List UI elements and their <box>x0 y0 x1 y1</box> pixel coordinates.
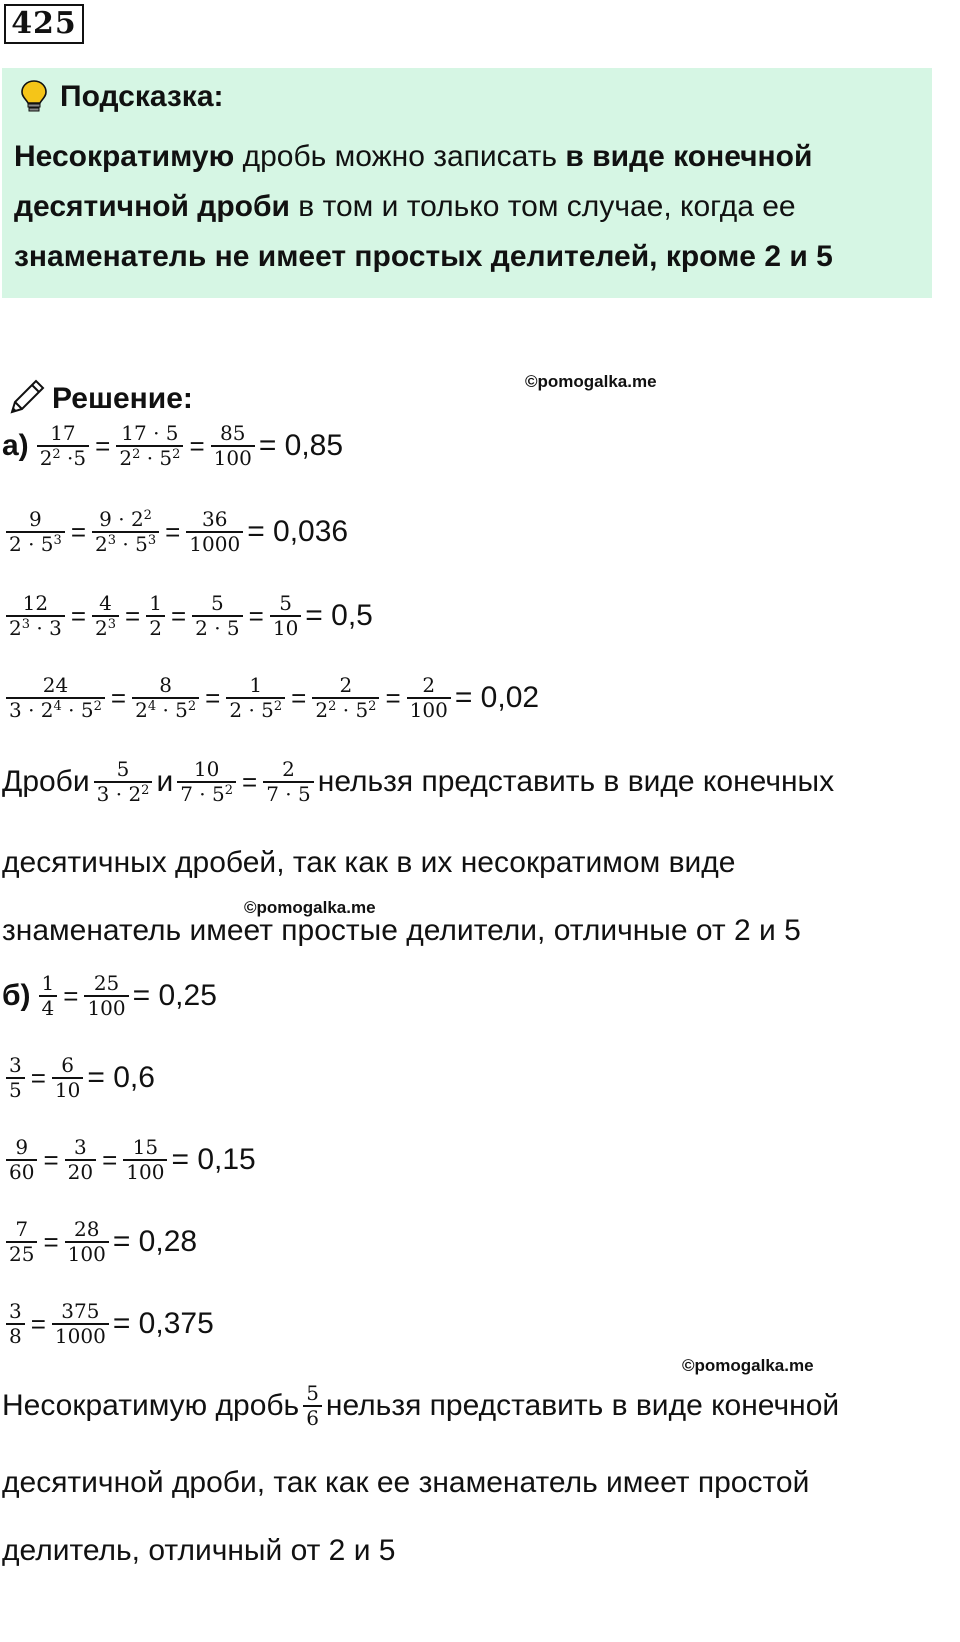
fraction: $\frac{5}{3 \cdot 2^2}$ <box>94 758 153 806</box>
equation-row: $\frac{3}{8}$ = $\frac{375}{1000}$ = 0,375 <box>2 1300 214 1348</box>
result: = 0,85 <box>258 429 344 462</box>
text-row: Дроби $\frac{5}{3 \cdot 2^2}$ и $\frac{10}{7 \cdot 5^2}$ = $\frac{2}{7 \cdot 5}$ нельзя представить в виде конечных <box>2 757 835 806</box>
fraction: $\frac{9}{60}$ <box>6 1136 37 1184</box>
text-line: десятичных дробей, так как в их несократимом виде <box>2 846 736 879</box>
fraction: $\frac{5}{10}$ <box>270 592 301 640</box>
fraction: $\frac{4}{2^3}$ <box>92 592 119 640</box>
fraction: $\frac{9}{2 \cdot 5^3}$ <box>6 508 65 556</box>
result: = 0,15 <box>171 1143 256 1176</box>
text-line: знаменатель имеет простые делители, отличные от 2 и 5 <box>2 914 801 947</box>
fraction: $\frac{3}{5}$ <box>6 1054 25 1102</box>
fraction: $\frac{5}{2 \cdot 5}$ <box>192 592 243 640</box>
watermark: ©pomogalka.me <box>244 898 376 917</box>
text-line: делитель, отличный от 2 и 5 <box>2 1534 396 1567</box>
hint-text: в том и только том случае, когда ее <box>289 190 796 223</box>
hint-bold: десятичной дроби <box>14 190 290 223</box>
equation-row: $\frac{24}{3 \cdot 2^4 \cdot 5^2}$ = $\frac{8}{2^4 \cdot 5^2}$ = $\frac{1}{2 \cdot 5^2}$ = $\frac{2}{2^2 \cdot 5^2}$ = $\frac{2}{100}$ = 0,02 <box>2 674 539 722</box>
fraction: $\frac{9 \cdot 2^2}{2^3 \cdot 5^3}$ <box>92 508 159 556</box>
pencil-icon <box>6 376 48 418</box>
watermark: ©pomogalka.me <box>525 372 657 391</box>
fraction: $\frac{6}{10}$ <box>52 1054 83 1102</box>
fraction: $\frac{25}{100}$ <box>84 972 128 1020</box>
hint-title: Подсказка: <box>60 80 224 113</box>
text-row <box>2 1382 839 1430</box>
result: = 0,28 <box>112 1225 198 1258</box>
hint-text: дробь можно записать <box>234 140 566 173</box>
hint-line-1 <box>14 140 812 174</box>
equation-row: а) $\frac{17}{2^2 \cdot 5}$ = $\frac{17 \cdot 5}{2^2 \cdot 5^2}$ = $\frac{85}{100}$ = 0,85 <box>2 421 344 470</box>
fraction: $\frac{8}{2^4 \cdot 5^2}$ <box>132 674 199 722</box>
result: = 0,25 <box>132 979 217 1012</box>
fraction: $\frac{1}{4}$ <box>39 972 58 1020</box>
fraction: $\frac{24}{3 \cdot 2^4 \cdot 5^2}$ <box>6 674 105 722</box>
fraction: $\frac{17 \cdot 5}{2^2 \cdot 5^2}$ <box>116 422 183 470</box>
equation-row: $\frac{9}{2 \cdot 5^3}$ = $\frac{9 \cdot 2^2}{2^3 \cdot 5^3}$ = $\frac{36}{1000}$ = 0,036 <box>2 508 348 556</box>
fraction: $\frac{10}{7 \cdot 5^2}$ <box>177 758 236 806</box>
equation-row: б) $\frac{1}{4}$ = $\frac{25}{100}$ = 0,25 <box>2 971 217 1020</box>
fraction: $\frac{2}{100}$ <box>407 674 451 722</box>
result: = 0,02 <box>454 681 540 714</box>
fraction: $\frac{7}{25}$ <box>6 1218 37 1266</box>
fraction: $\frac{5}{6}$ <box>303 1382 322 1430</box>
equation-row: $\frac{7}{25}$ = $\frac{28}{100}$ = 0,28 <box>2 1218 197 1266</box>
fraction: $\frac{36}{1000}$ <box>186 508 243 556</box>
equation-row: $\frac{3}{5}$ = $\frac{6}{10}$ = 0,6 <box>2 1054 155 1102</box>
text: нельзя представить в виде конечных <box>317 765 835 798</box>
watermark: ©pomogalka.me <box>682 1356 814 1375</box>
text: нельзя представить в виде конечной <box>325 1389 840 1422</box>
text: Дроби <box>2 765 90 798</box>
fraction: $\frac{3}{8}$ <box>6 1300 25 1348</box>
task-number: 425 <box>4 4 84 44</box>
fraction: $\frac{1}{2 \cdot 5^2}$ <box>226 674 285 722</box>
text: и <box>156 765 174 798</box>
fraction: $\frac{28}{100}$ <box>65 1218 109 1266</box>
fraction: $\frac{3}{20}$ <box>65 1136 96 1184</box>
hint-line-3 <box>14 240 833 274</box>
hint-line-2 <box>14 190 796 224</box>
text: Несократимую дробь <box>2 1389 300 1422</box>
lightbulb-icon <box>16 78 52 114</box>
fraction: $\frac{375}{1000}$ <box>52 1300 109 1348</box>
fraction: $\frac{85}{100}$ <box>211 422 255 470</box>
hint-bold: в виде конечной <box>565 140 813 173</box>
equation-row: $\frac{12}{2^3 \cdot 3}$ = $\frac{4}{2^3}$ = $\frac{1}{2}$ = $\frac{5}{2 \cdot 5}$ = $\frac{5}{10}$ = 0,5 <box>2 592 373 640</box>
hint-bold: Несократимую <box>14 140 235 173</box>
result: = 0,036 <box>247 515 349 548</box>
solution-title: Решение: <box>52 382 193 415</box>
part-b-label: б) <box>2 979 31 1012</box>
result: = 0,5 <box>305 599 373 632</box>
result: = 0,375 <box>112 1307 214 1340</box>
fraction: $\frac{17}{2^2 \cdot 5}$ <box>37 422 89 470</box>
part-a-label: а) <box>2 429 29 462</box>
text-line: десятичной дроби, так как ее знаменатель имеет простой <box>2 1466 810 1499</box>
equation-row: $\frac{9}{60}$ = $\frac{3}{20}$ = $\frac{15}{100}$ = 0,15 <box>2 1136 256 1184</box>
fraction: $\frac{15}{100}$ <box>123 1136 167 1184</box>
fraction: $\frac{12}{2^3 \cdot 3}$ <box>6 592 65 640</box>
hint-bold: знаменатель не имеет простых делителей, кроме 2 и 5 <box>14 240 833 273</box>
fraction: $\frac{2}{2^2 \cdot 5^2}$ <box>312 674 379 722</box>
fraction: $\frac{1}{2}$ <box>146 592 165 640</box>
result: = 0,6 <box>87 1061 155 1094</box>
fraction: $\frac{2}{7 \cdot 5}$ <box>263 758 314 806</box>
